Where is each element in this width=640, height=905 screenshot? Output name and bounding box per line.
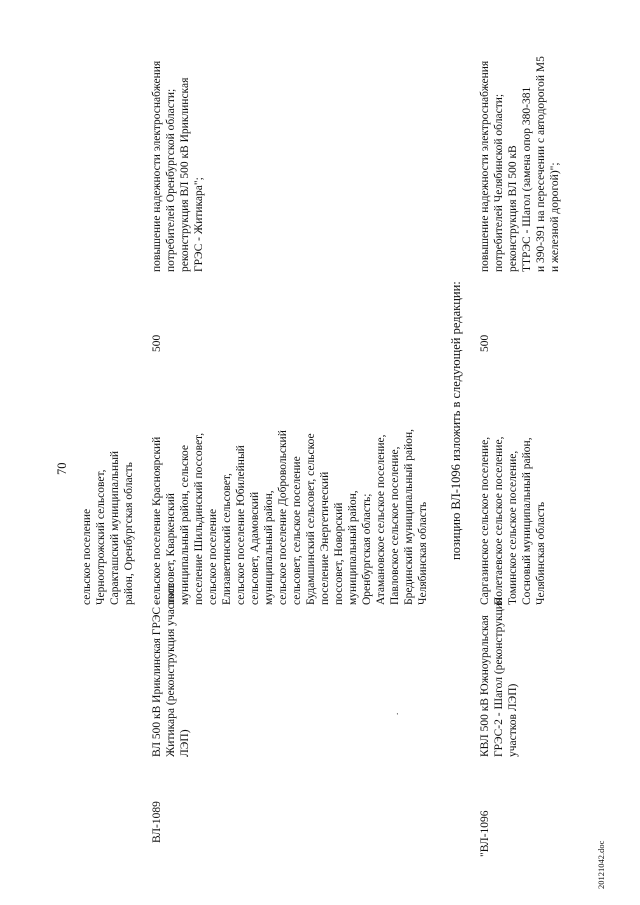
top-fragment-line: Черноотрожский сельсовет, (95, 469, 107, 605)
row-location-line: Челябинская область (417, 501, 429, 605)
row-name-line: ГРЭС-2 - Шагол (реконструкция (493, 597, 505, 757)
row-location-line: сельсовет, Адамовский (249, 491, 261, 605)
row-code: ВЛ-1089 (151, 801, 163, 843)
document-filename: 20121042.doc (596, 840, 606, 889)
redaction-note: позицию ВЛ-1096 изложить в следующей редакции: (449, 281, 463, 560)
row-name-line: участков ЛЭП) (507, 683, 519, 757)
row-location-line: сельсовет, сельское поселение (291, 456, 303, 605)
row-location-line: сельское поселение Красноярский (151, 436, 163, 605)
row-location-line: Павловское сельское поселение, (389, 446, 401, 605)
page-number: 70 (55, 462, 69, 475)
row-location-line: Брединский муниципальный район, (403, 428, 415, 605)
row-location-line: Сосновый муниципальный район, (521, 437, 533, 605)
top-fragment-line: сельское поселение (81, 508, 93, 605)
row-location-line: Томинское сельское поселение, (507, 450, 519, 605)
row-code: "ВЛ-1096 (479, 810, 491, 857)
row-purpose-line: и 390-391 на пересечении с автодорогой М5 (535, 56, 547, 272)
row-location-line: Будамшинский сельсовет, сельское (305, 433, 317, 605)
row-location-line: Елизаветинский сельсовет, (221, 473, 233, 605)
row-purpose-line: потребителей Челябинской области; (493, 93, 505, 272)
row-purpose-line: реконструкция ВЛ 500 кВ (507, 145, 519, 272)
row-location-line: муниципальный район, (263, 490, 275, 605)
row-location-line: муниципальный район, сельское (179, 445, 191, 605)
row-location-line: поссовет, Новорский (333, 502, 345, 605)
row-name-line: ВЛ 500 кВ Ириклинская ГРЭС - (151, 600, 163, 757)
row-name-line: Житикара (реконструкция участков (165, 582, 177, 757)
row-purpose-line: повышение надежности электроснабжения (479, 60, 491, 272)
row-location-line: Полетаевское сельское поселение, (493, 436, 505, 605)
row-location-line: сельское поселение Добровольский (277, 430, 289, 605)
row-purpose-line: повышение надежности электроснабжения (151, 60, 163, 272)
top-fragment-line: Саракташский муниципальный (109, 450, 121, 605)
row-location-line: муниципальный район, (347, 490, 359, 605)
stray-mark: . (390, 712, 400, 715)
row-location-line: Челябинская область (535, 501, 547, 605)
row-location-line: поселение Шильдинский поссовет, (193, 432, 205, 605)
row-location-line: Саргазинское сельское поселение, (479, 436, 491, 605)
top-fragment-line: район, Оренбургская область (123, 462, 135, 605)
row-purpose-line: ГРЭС - Житикара"; (193, 177, 205, 272)
row-location-line: сельское поселение Юбилейный (235, 445, 247, 605)
row-location-line: Оренбургская область; (361, 493, 373, 605)
row-value: 500 (479, 334, 491, 352)
row-purpose-line: потребителей Оренбургской области; (165, 88, 177, 272)
row-location-line: поссовет, Кваркенский (165, 493, 177, 605)
row-value: 500 (151, 334, 163, 352)
row-purpose-line: реконструкция ВЛ 500 кВ Ириклинская (179, 77, 191, 272)
row-location-line: сельское поселение (207, 508, 219, 605)
row-location-line: поселение Энергетический (319, 471, 331, 605)
row-name-line: КВЛ 500 кВ Южноуральская (479, 615, 491, 757)
row-location-line: Атамановское сельское поселение, (375, 434, 387, 605)
row-purpose-line: и железной дорогой)"; (549, 162, 561, 272)
row-name-line: ЛЭП) (179, 729, 191, 757)
row-purpose-line: ТТРЭС - Шагол (замена опор 380-381 (521, 86, 533, 272)
